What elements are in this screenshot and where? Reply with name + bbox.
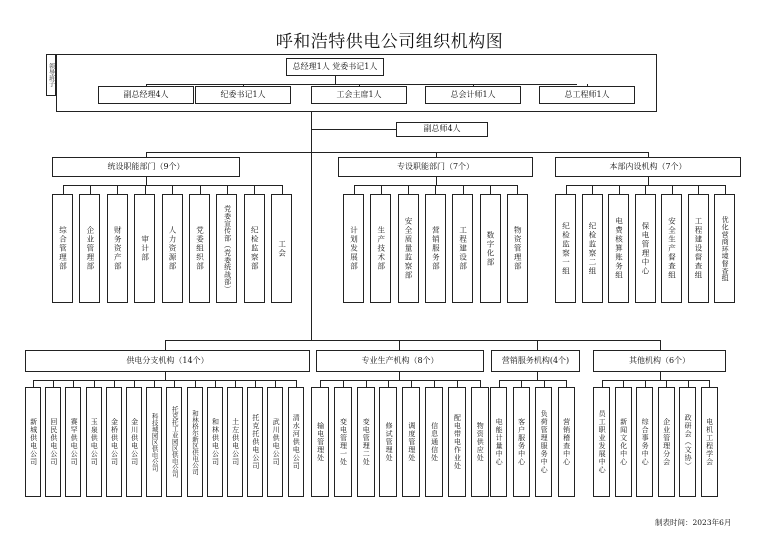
operational-item[interactable]: 信息通信处 xyxy=(425,387,443,497)
functional-item[interactable]: 财务资产部 xyxy=(107,194,128,303)
functional-item-drop xyxy=(435,185,436,194)
operational-bar xyxy=(165,340,660,341)
operational-group-drop xyxy=(660,340,661,350)
operational-item-drop xyxy=(33,380,34,387)
operational-item[interactable]: 企业管理分会 xyxy=(658,387,675,497)
functional-item[interactable]: 综合管理部 xyxy=(52,194,73,303)
chart-title: 呼和浩特供电公司组织机构图 xyxy=(275,32,504,52)
functional-item[interactable]: 物资管理部 xyxy=(507,194,528,303)
operational-group-drop xyxy=(537,340,538,350)
operational-item-drop xyxy=(195,380,196,387)
functional-item-drop xyxy=(619,185,620,194)
functional-item[interactable]: 营销服务部 xyxy=(425,194,446,303)
functional-item-drop xyxy=(354,185,355,194)
operational-header-drop xyxy=(165,372,166,380)
operational-item[interactable]: 变电管理一处 xyxy=(334,387,352,497)
functional-bar xyxy=(146,152,648,153)
operational-item[interactable]: 清水河供电公司 xyxy=(288,387,304,497)
operational-item[interactable]: 电能计量中心 xyxy=(490,387,507,497)
operational-item[interactable]: 玉泉供电公司 xyxy=(86,387,102,497)
functional-item-drop xyxy=(463,185,464,194)
operational-group-header-1[interactable]: 供电分支机构（14个） xyxy=(25,350,310,372)
functional-item-drop xyxy=(698,185,699,194)
operational-item-drop xyxy=(411,380,412,387)
operational-item-drop xyxy=(174,380,175,387)
operational-item-drop xyxy=(688,380,689,387)
operational-item[interactable]: 金桥供电公司 xyxy=(106,387,122,497)
deputy-link xyxy=(311,129,396,130)
functional-header-drop xyxy=(436,177,437,185)
operational-header-drop xyxy=(537,372,538,380)
operational-item-drop xyxy=(480,380,481,387)
leader-box-2[interactable]: 纪委书记1人 xyxy=(195,86,291,104)
functional-item-drop xyxy=(145,185,146,194)
functional-item[interactable]: 纪检监察二组 xyxy=(582,194,603,303)
operational-item-drop xyxy=(566,380,567,387)
operational-item[interactable]: 负荷管理服务中心 xyxy=(535,387,552,497)
operational-item[interactable]: 回民供电公司 xyxy=(45,387,61,497)
operational-item-drop xyxy=(255,380,256,387)
functional-item-drop xyxy=(672,185,673,194)
functional-item[interactable]: 工程建设部 xyxy=(452,194,473,303)
functional-item[interactable]: 纪检监察部 xyxy=(244,194,265,303)
operational-group-header-4[interactable]: 其他机构（6个） xyxy=(593,350,726,372)
operational-item[interactable]: 修试管理处 xyxy=(379,387,397,497)
functional-item-drop xyxy=(227,185,228,194)
operational-item[interactable]: 输电管理处 xyxy=(311,387,329,497)
functional-item[interactable]: 党委宣传部（党委统战部） xyxy=(216,194,237,303)
functional-item[interactable]: 电费核算账务组 xyxy=(608,194,629,303)
operational-group-header-3[interactable]: 营销服务机构(4个) xyxy=(491,350,580,372)
operational-item[interactable]: 和林供电公司 xyxy=(207,387,223,497)
functional-item[interactable]: 安全生产督查组 xyxy=(661,194,682,303)
operational-item-drop xyxy=(235,380,236,387)
functional-item-drop xyxy=(200,185,201,194)
operational-item[interactable]: 新城供电公司 xyxy=(25,387,41,497)
functional-item-drop xyxy=(63,185,64,194)
functional-item[interactable]: 保电管理中心 xyxy=(635,194,656,303)
operational-item[interactable]: 综合事务中心 xyxy=(636,387,653,497)
functional-item[interactable]: 党委组织部 xyxy=(189,194,210,303)
leader-box-5[interactable]: 总工程师1人 xyxy=(539,86,635,104)
functional-item-drop xyxy=(90,185,91,194)
functional-item[interactable]: 工会 xyxy=(271,194,292,303)
operational-group-drop xyxy=(399,340,400,350)
operational-item-bar xyxy=(320,380,480,381)
operational-item-drop xyxy=(623,380,624,387)
operational-item[interactable]: 托克托供电公司 xyxy=(247,387,263,497)
functional-item-drop xyxy=(282,185,283,194)
operational-item[interactable]: 电机工程学会 xyxy=(701,387,718,497)
operational-item[interactable]: 物资供应处 xyxy=(471,387,489,497)
functional-item-drop xyxy=(117,185,118,194)
operational-group-header-2[interactable]: 专业生产机构（8个） xyxy=(316,350,484,372)
functional-item[interactable]: 企业管理部 xyxy=(79,194,100,303)
functional-item-drop xyxy=(490,185,491,194)
operational-header-drop xyxy=(660,372,661,380)
functional-item-drop xyxy=(381,185,382,194)
functional-item-drop xyxy=(408,185,409,194)
leader-box-4[interactable]: 总会计师1人 xyxy=(425,86,521,104)
main-trunk xyxy=(311,112,312,340)
operational-item-drop xyxy=(94,380,95,387)
operational-group-drop xyxy=(165,340,166,350)
operational-item-drop xyxy=(73,380,74,387)
functional-group-header-1[interactable]: 统设职能部门（9个） xyxy=(52,157,240,177)
operational-item-drop xyxy=(134,380,135,387)
functional-group-header-3[interactable]: 本部内设机构（7个） xyxy=(555,157,741,177)
leader-box-3[interactable]: 工会主席1人 xyxy=(311,86,407,104)
leader-box-1[interactable]: 副总经理4人 xyxy=(98,86,194,104)
operational-item-drop xyxy=(53,380,54,387)
functional-header-drop xyxy=(648,177,649,185)
functional-item-drop xyxy=(566,185,567,194)
operational-item-drop xyxy=(709,380,710,387)
deputy-chief-box[interactable]: 副总师4人 xyxy=(396,122,488,137)
operational-item-drop xyxy=(114,380,115,387)
operational-item[interactable]: 变电管理二处 xyxy=(357,387,375,497)
operational-item[interactable]: 营销稽查中心 xyxy=(558,387,575,497)
operational-item-drop xyxy=(521,380,522,387)
functional-item[interactable]: 工程建设督查组 xyxy=(688,194,709,303)
functional-item[interactable]: 安全质量监察部 xyxy=(398,194,419,303)
functional-item[interactable]: 人力资源部 xyxy=(162,194,183,303)
operational-item-drop xyxy=(434,380,435,387)
operational-item[interactable]: 客户服务中心 xyxy=(513,387,530,497)
operational-item[interactable]: 配电带电作业处 xyxy=(448,387,466,497)
operational-item-drop xyxy=(499,380,500,387)
operational-item-drop xyxy=(544,380,545,387)
functional-item-drop xyxy=(517,185,518,194)
operational-item[interactable]: 政研会（文协） xyxy=(679,387,696,497)
functional-item[interactable]: 数字化部 xyxy=(480,194,501,303)
functional-item-drop xyxy=(592,185,593,194)
functional-item[interactable]: 纪检监察一组 xyxy=(555,194,576,303)
operational-item-drop xyxy=(343,380,344,387)
operational-item[interactable]: 金川供电公司 xyxy=(126,387,142,497)
operational-item-drop xyxy=(320,380,321,387)
operational-item-drop xyxy=(645,380,646,387)
leadership-top-box[interactable]: 总经理1人 党委书记1人 xyxy=(286,58,384,76)
operational-item[interactable]: 和林格尔新区供电公司 xyxy=(187,387,203,497)
functional-item-drop xyxy=(725,185,726,194)
functional-item-drop xyxy=(254,185,255,194)
operational-item-drop xyxy=(275,380,276,387)
operational-item-drop xyxy=(154,380,155,387)
leadership-bar xyxy=(146,84,577,85)
operational-item[interactable]: 科技城园区供电公司 xyxy=(146,387,162,497)
operational-item-drop xyxy=(366,380,367,387)
operational-item[interactable]: 新闻文化中心 xyxy=(615,387,632,497)
functional-item[interactable]: 计划发展部 xyxy=(343,194,364,303)
operational-item-drop xyxy=(602,380,603,387)
functional-item[interactable]: 优化营商环境督查组 xyxy=(714,194,735,303)
footer-date: 制表时间：2023年6月 xyxy=(655,518,732,527)
operational-item[interactable]: 托克托工业园区供电公司 xyxy=(166,387,182,497)
operational-item-drop xyxy=(388,380,389,387)
operational-item-drop xyxy=(666,380,667,387)
functional-item[interactable]: 审计部 xyxy=(134,194,155,303)
functional-header-drop xyxy=(146,177,147,185)
operational-item[interactable]: 土左供电公司 xyxy=(227,387,243,497)
operational-item[interactable]: 员工职业发展中心 xyxy=(593,387,610,497)
operational-item-bar xyxy=(33,380,296,381)
operational-header-drop xyxy=(399,372,400,380)
operational-item-drop xyxy=(296,380,297,387)
functional-item-drop xyxy=(172,185,173,194)
operational-item-drop xyxy=(215,380,216,387)
operational-item-drop xyxy=(457,380,458,387)
operational-item[interactable]: 武川供电公司 xyxy=(267,387,283,497)
functional-item[interactable]: 生产技术部 xyxy=(370,194,391,303)
functional-group-header-2[interactable]: 专设职能部门（7个） xyxy=(338,157,533,177)
operational-item[interactable]: 调度管理处 xyxy=(402,387,420,497)
operational-item[interactable]: 赛罕供电公司 xyxy=(65,387,81,497)
leadership-connector xyxy=(335,76,336,84)
operational-item-bar xyxy=(602,380,710,381)
operational-item-bar xyxy=(499,380,567,381)
functional-item-drop xyxy=(645,185,646,194)
leadership-side-label: 领导班子 xyxy=(46,54,56,96)
